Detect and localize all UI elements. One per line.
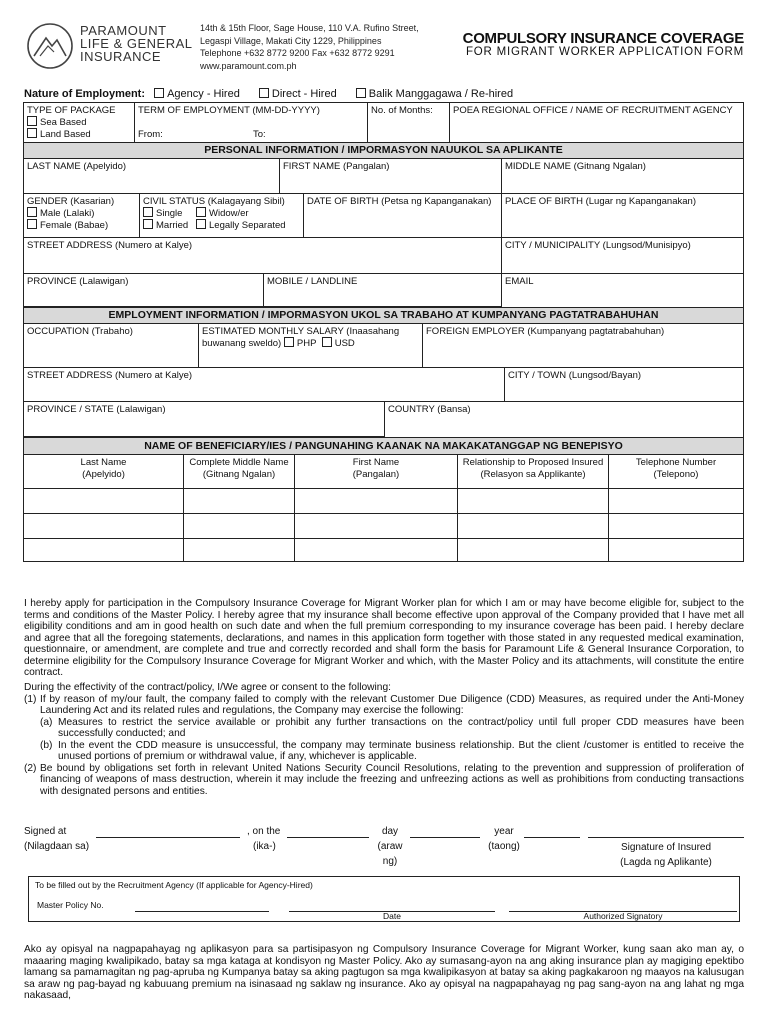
occupation-field[interactable]: OCCUPATION (Trabaho) — [24, 324, 199, 368]
land-based-checkbox[interactable] — [27, 128, 37, 138]
beneficiary-row-divider — [24, 488, 743, 489]
year-label: year (taong) — [488, 826, 520, 852]
legally-separated-checkbox[interactable] — [196, 219, 206, 229]
place-of-birth-field[interactable]: PLACE OF BIRTH (Lugar ng Kapanganakan) — [502, 194, 743, 238]
sea-based-checkbox[interactable] — [27, 116, 37, 126]
beneficiary-col-telephone: Telephone Number (Telepono) — [635, 457, 717, 480]
employer-country-field[interactable]: COUNTRY (Bansa) — [388, 404, 471, 415]
balik-manggagawa-checkbox[interactable] — [356, 88, 366, 98]
date-of-birth-field[interactable]: DATE OF BIRTH (Petsa ng Kapanganakan) — [304, 194, 502, 238]
last-name-field[interactable]: LAST NAME (Apelyido) — [24, 159, 280, 194]
signature-line[interactable] — [588, 837, 744, 838]
beneficiary-row-divider — [24, 538, 743, 539]
company-name: PARAMOUNT LIFE & GENERAL INSURANCE — [80, 23, 193, 64]
consent-section: During the effectivity of the contract/policy, I/We agree or consent to the following: (1) If by reason of my/our fault, the company failed to comply with the relevant Customer Due Diligence (CDD) Measures, as required under the Anti-Money Laundering Act and its related rules and regulations, the Company may exercise the following: (a) Measures to restrict the service available or prohibit any further transactions on the contract/policy until full proper CDD measures have been successfully conducted; and (b) In the event the CDD measure is unsuccessful, the company may terminate business relationship. But the client /customer is entitled to receive the unused portions of premium or withdrawal value, if any, whichever is applicable. (2) Be bound by obligations set forth in relevant United Nations Security Council Resolutions, relating to the prevention and suppression of proliferation of financing of weapons of mass destruction, wherein it may include the freezing and unfreezing actions as well as prohibitions from conducting transactions with designated persons and entities. — [24, 682, 744, 797]
email-field[interactable]: EMAIL — [505, 276, 534, 287]
personal-info-header: PERSONAL INFORMATION / IMPORMASYON NAUUKOL SA APLIKANTE — [24, 142, 743, 159]
signature-of-insured-label: Signature of Insured (Lagda ng Aplikante) — [620, 842, 712, 868]
direct-hired-checkbox[interactable] — [259, 88, 269, 98]
city-municipality-field[interactable]: CITY / MUNICIPALITY (Lungsod/Munisipyo) — [502, 238, 743, 274]
male-checkbox[interactable] — [27, 207, 37, 217]
company-logo — [26, 22, 74, 70]
gender-cell: GENDER (Kasarian) Male (Lalaki) Female (Babae) — [24, 194, 140, 238]
company-address: 14th & 15th Floor, Sage House, 110 V.A. Rufino Street, Legaspi Village, Makati City 1229, Philippines Telephone +632 8772 9200 Fax +632 8772 9291 www.paramount.com.ph — [200, 23, 419, 71]
single-checkbox[interactable] — [143, 207, 153, 217]
first-name-field[interactable]: FIRST NAME (Pangalan) — [280, 159, 502, 194]
poea-field[interactable]: POEA REGIONAL OFFICE / NAME OF RECRUITMENT AGENCY — [450, 103, 743, 143]
employer-province-field[interactable]: PROVINCE / STATE (Lalawigan) — [24, 402, 385, 437]
nature-label: Nature of Employment: — [24, 88, 146, 100]
employer-city-field[interactable]: CITY / TOWN (Lungsod/Bayan) — [505, 368, 743, 402]
signed-at-line[interactable] — [96, 837, 240, 838]
year-line[interactable] — [524, 837, 580, 838]
agency-hired-checkbox[interactable] — [154, 88, 164, 98]
term-of-employment-field[interactable]: TERM OF EMPLOYMENT (MM-DD-YYYY) From: To: — [135, 103, 368, 143]
employer-street-field[interactable]: STREET ADDRESS (Numero at Kalye) — [24, 368, 505, 402]
agency-hired-label: Agency - Hired — [167, 88, 240, 100]
authorized-signatory-label: Authorized Signatory — [583, 911, 663, 921]
province-field[interactable]: PROVINCE (Lalawigan) — [24, 274, 264, 307]
balik-manggagawa-label: Balik Manggagawa / Re-hired — [368, 88, 514, 100]
declaration-paragraph: I hereby apply for participation in the Compulsory Insurance Coverage for Migrant Worker plan for which I am or may have become eligible for, subject to the terms and conditions of the Master Policy. I hereby agree that my insurance shall become effective upon approval of the Company provided that I have met all eligibility conditions and am in good health on such date and when the full premium corresponding to my insurance coverage has been paid. I hereby declare and agree that all the foregoing statements, declarations, and names in this application form together with those stated in any requested medical examination, questionnaire, or amendment, are complete and true and correctly recorded and shall form the basis for Paramount Life & General Insurance Corporation, to determine eligibility for the Compulsory Insurance Coverage for Migrant Worker and which, with the Master Policy and its attachments, will constitute the entire contract. — [24, 598, 744, 678]
day-number-line[interactable] — [287, 837, 369, 838]
on-the-label: , on the (ika-) — [247, 826, 281, 852]
month-line[interactable] — [410, 837, 480, 838]
beneficiary-col-relationship: Relationship to Proposed Insured (Relasyon sa Applikante) — [458, 455, 609, 561]
form-subtitle: FOR MIGRANT WORKER APPLICATION FORM — [465, 46, 744, 58]
date-label: Date — [383, 911, 401, 921]
beneficiary-col-middle-name: Complete Middle Name (Gitnang Ngalan) — [184, 455, 295, 561]
signed-at-label: Signed at (Nilagdaan sa) — [24, 826, 90, 852]
female-checkbox[interactable] — [27, 219, 37, 229]
employment-info-header: EMPLOYMENT INFORMATION / IMPORMASYON UKOL SA TRABAHO AT KUMPANYANG PAGTATRABAHUHAN — [24, 307, 743, 324]
foreign-employer-field[interactable]: FOREIGN EMPLOYER (Kumpanyang pagtatrabahuhan) — [423, 324, 743, 368]
master-policy-line[interactable] — [135, 911, 269, 912]
agency-note: To be filled out by the Recruitment Agency (If applicable for Agency-Hired) — [35, 880, 313, 890]
usd-checkbox[interactable] — [322, 337, 332, 347]
civil-status-cell: CIVIL STATUS (Kalagayang Sibil) Single Widow/er Married Legally Separated — [140, 194, 304, 238]
married-checkbox[interactable] — [143, 219, 153, 229]
form-title: COMPULSORY INSURANCE COVERAGE — [462, 30, 744, 47]
day-label: day (araw ng) — [377, 826, 403, 867]
direct-hired-label: Direct - Hired — [271, 88, 337, 100]
middle-name-field[interactable]: MIDDLE NAME (Gitnang Ngalan) — [502, 159, 743, 194]
master-policy-label: Master Policy No. — [37, 900, 104, 910]
salary-field[interactable]: ESTIMATED MONTHLY SALARY (Inaasahang buwanang sweldo) PHP USD — [199, 324, 423, 368]
months-field[interactable]: No. of Months: — [368, 103, 450, 143]
widow-checkbox[interactable] — [196, 207, 206, 217]
street-address-field[interactable]: STREET ADDRESS (Numero at Kalye) — [24, 238, 502, 274]
php-checkbox[interactable] — [284, 337, 294, 347]
filipino-declaration: Ako ay opisyal na nagpapahayag ng aplikasyon para sa partisipasyon ng Compulsory Insurance Coverage for Migrant Worker, kung saan ako man ay, o maaaring maging kwalipikado, batay sa mga kataga at kondisyon ng Master Policy. Ako ay sumasang-ayon na ang aking insurance plan ay magiging epektibo lamang sa pamamagitan ng pag-apruba ng Kumpanya batay sa aking pagtugon sa mga kwalipikasyon at batay sa aking pagkakaroon ng maayos na kalusugan sa araw ng pag-bayad ng kabuuang premium na isinasaad ng saklaw ng insurance. Ako ay opisyal na nagpapahayag ng pag sang-ayon na ang lahat ng mga nakasaad, — [24, 944, 744, 1001]
beneficiary-col-last-name: Last Name (Apelyido) — [24, 455, 184, 561]
application-form-grid — [23, 102, 744, 562]
nature-of-employment — [24, 88, 529, 100]
mobile-field[interactable]: MOBILE / LANDLINE — [264, 274, 502, 307]
beneficiary-col-first-name: First Name (Pangalan) — [295, 455, 458, 561]
recruitment-agency-box — [28, 876, 740, 922]
type-of-package-cell: TYPE OF PACKAGE Sea Based Land Based — [24, 103, 135, 143]
beneficiary-header: NAME OF BENEFICIARY/IES / PANGUNAHING KAANAK NA MAKAKATANGGAP NG BENEPISYO — [24, 437, 743, 455]
beneficiary-row-divider — [24, 513, 743, 514]
